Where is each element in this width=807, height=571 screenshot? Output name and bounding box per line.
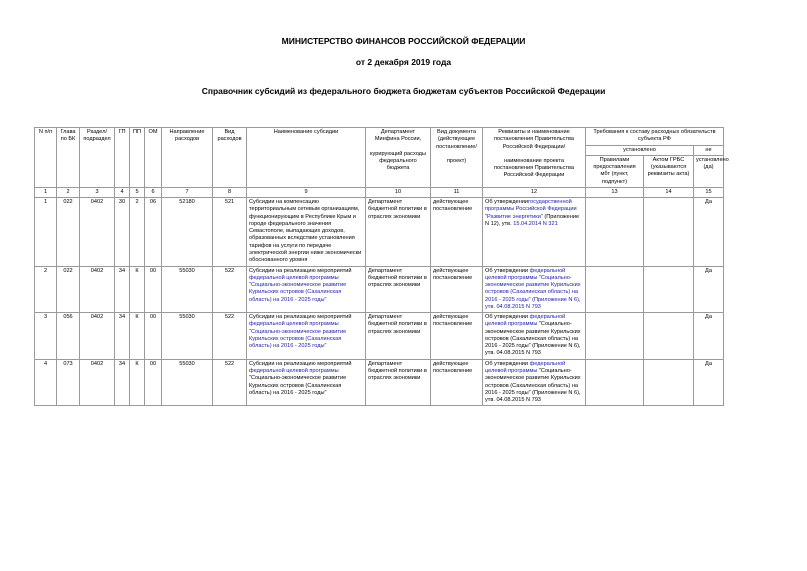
cell-akt — [644, 266, 694, 313]
cell-subsidy-name — [247, 313, 366, 360]
cell-glava: 056 — [57, 313, 80, 360]
ministry-title: МИНИСТЕРСТВО ФИНАНСОВ РОССИЙСКОЙ ФЕДЕРАЦИИ — [281, 36, 526, 46]
subsidies-table — [34, 127, 729, 406]
col-header-napr: Направление расходов — [162, 128, 213, 188]
col-header-pravila: Правилами предоставления мбт (пункт, подпункт) — [586, 155, 644, 187]
cell-department: Департамент бюджетной политики в отраслях экономики — [366, 359, 431, 406]
col-header-razdel: Раздел/ подраздел — [80, 128, 115, 188]
cell-napr: 52180 — [162, 198, 213, 266]
table-row — [35, 359, 724, 406]
col-header-om: ОМ — [145, 128, 162, 188]
subsidy-name-tail: "Социально-экономическое развитие Курильских островов (Сахалинская область) на 2016 - 2025 годы" — [249, 375, 347, 396]
cell-department: Департамент бюджетной политики в отраслях экономики — [366, 313, 431, 360]
cell-ne-ustanovleno: Да — [694, 198, 724, 266]
cell-glava: 073 — [57, 359, 80, 406]
requisites-link: государственной программы Российской Федерации "Развитие энергетики" — [485, 199, 577, 220]
table-row — [35, 266, 724, 313]
cell-vid: 521 — [213, 198, 247, 266]
cell-pp: К — [130, 359, 145, 406]
cell-gp: 34 — [115, 266, 130, 313]
requisites-link: федеральной целевой программы — [485, 360, 566, 374]
cell-vid: 522 — [213, 359, 247, 406]
column-number-row — [35, 187, 724, 197]
column-number: 10 — [366, 187, 431, 197]
subsidy-program-link: федеральной целевой программы — [249, 367, 339, 374]
column-number: 5 — [130, 187, 145, 197]
cell-akt — [644, 198, 694, 266]
cell-om: 00 — [145, 359, 162, 406]
cell-pravila — [586, 313, 644, 360]
cell-razdel: 0402 — [80, 198, 115, 266]
col-header-ne: не — [694, 145, 724, 155]
requisites-text-2: "Социально-экономическое развитие Курильских островов (Сахалинская область) на 2016 - 2025 годы" (Приложение N 6), утв. 04.08.2015 N 793 — [485, 367, 581, 404]
col-header-doc — [431, 128, 483, 188]
document-title: Справочник субсидий из федерального бюджета бюджетам субъектов Российской Федерации — [201, 86, 606, 96]
col-header-vid: Вид расходов — [213, 128, 247, 188]
cell-pravila — [586, 198, 644, 266]
cell-requisites — [483, 266, 586, 313]
cell-n: 4 — [35, 359, 57, 406]
cell-gp: 34 — [115, 359, 130, 406]
cell-doc-type: действующее постановление — [431, 313, 483, 360]
column-number: 14 — [644, 187, 694, 197]
cell-ne-ustanovleno: Да — [694, 266, 724, 313]
col-header-n: N п/п — [35, 128, 57, 188]
cell-pp: К — [130, 266, 145, 313]
col-header-req-2: наименование проекта постановления Правительства Российской Федерации — [493, 157, 575, 179]
column-number: 4 — [115, 187, 130, 197]
col-header-gp: ГП — [115, 128, 130, 188]
requisites-link: федеральной целевой программы — [485, 314, 566, 328]
requisites-text: Об утверждении — [485, 314, 530, 321]
subsidy-program-link: федеральной целевой программы "Социально-экономическое развитие Курильских островов (Сахалинская область) на 2016 - 2025 годы" — [249, 274, 347, 303]
cell-razdel: 0402 — [80, 266, 115, 313]
column-number: 6 — [145, 187, 162, 197]
cell-requisites — [483, 313, 586, 360]
cell-doc-type: действующее постановление — [431, 266, 483, 313]
cell-ne-ustanovleno: Да — [694, 359, 724, 406]
cell-n: 1 — [35, 198, 57, 266]
cell-subsidy-name — [247, 359, 366, 406]
cell-gp: 34 — [115, 313, 130, 360]
cell-napr: 55030 — [162, 266, 213, 313]
table-row — [35, 313, 724, 360]
requisites-link-2: 15.04.2014 N 321 — [513, 220, 558, 227]
cell-requisites — [483, 359, 586, 406]
table-row — [35, 198, 724, 266]
header-row — [35, 128, 724, 146]
cell-vid: 522 — [213, 313, 247, 360]
subsidy-name-text: Субсидии на реализацию мероприятий — [249, 360, 352, 367]
col-header-akt: Актом ГРБС (указываются реквизиты акта) — [644, 155, 694, 187]
cell-department: Департамент бюджетной политики в отраслях экономики — [366, 198, 431, 266]
column-number: 15 — [694, 187, 724, 197]
column-number: 9 — [247, 187, 366, 197]
col-header-req — [483, 128, 586, 188]
cell-razdel: 0402 — [80, 359, 115, 406]
col-header-name: Наименование субсидии — [247, 128, 366, 188]
cell-akt — [644, 359, 694, 406]
cell-pp: К — [130, 313, 145, 360]
column-number: 12 — [483, 187, 586, 197]
cell-glava: 022 — [57, 198, 80, 266]
column-number: 3 — [80, 187, 115, 197]
cell-om: 06 — [145, 198, 162, 266]
col-header-dept-2: курирующий расходы федерального бюджета — [370, 150, 426, 172]
cell-glava: 022 — [57, 266, 80, 313]
column-number: 11 — [431, 187, 483, 197]
subsidy-name-text: Субсидии на реализацию мероприятий — [249, 267, 352, 274]
cell-napr: 55030 — [162, 313, 213, 360]
requisites-text: Об утверждении — [485, 199, 529, 206]
col-header-trebovaniya: Требования к составу расходных обязательств субъекта РФ — [586, 128, 724, 146]
col-header-pp: ПП — [130, 128, 145, 188]
requisites-text-2: (Приложение N 12), утв. — [485, 213, 580, 227]
cell-gp: 30 — [115, 198, 130, 266]
cell-akt — [644, 313, 694, 360]
col-header-ustanovleno: установлено — [586, 145, 694, 155]
cell-n: 3 — [35, 313, 57, 360]
cell-ne-ustanovleno: Да — [694, 313, 724, 360]
col-header-req-1: Реквизиты и наименование постановления Правительства Российской Федерации/ — [493, 129, 575, 150]
cell-vid: 522 — [213, 266, 247, 313]
column-number: 7 — [162, 187, 213, 197]
col-header-dept — [366, 128, 431, 188]
requisites-link: федеральной целевой программы "Социально-экономическое развитие Курильских островов (Сахалинская область) на 2016 - 2025 годы" (Приложение N 6), утв. 04.08.2015 N 793 — [485, 267, 581, 310]
subsidy-name-text: Субсидии на компенсацию территориальным сетевым организациям, функционирующим в Республике Крым и городе федерального значения Севастополе, выпадающих доходов, образованных вследствие установления тарифов на услуги по передаче электрической энергии ниже экономически обоснованного уровня — [249, 199, 362, 264]
column-number: 2 — [57, 187, 80, 197]
column-number: 13 — [586, 187, 644, 197]
cell-subsidy-name — [247, 266, 366, 313]
col-header-glava: Глава по БК — [57, 128, 80, 188]
column-number: 1 — [35, 187, 57, 197]
cell-om: 00 — [145, 313, 162, 360]
cell-n: 2 — [35, 266, 57, 313]
cell-subsidy-name — [247, 198, 366, 266]
col-header-dept-1: Департамент Минфина России, — [374, 129, 422, 143]
cell-pravila — [586, 266, 644, 313]
requisites-text: Об утверждении — [485, 360, 530, 367]
cell-doc-type: действующее постановление — [431, 198, 483, 266]
column-number: 8 — [213, 187, 247, 197]
document-date: от 2 декабря 2019 года — [355, 57, 452, 67]
cell-razdel: 0402 — [80, 313, 115, 360]
requisites-text-2: "Социально-экономическое развитие Курильских островов (Сахалинская область) на 2016 - 2025 годы" (Приложение N 6), утв. 04.08.2015 N 793 — [485, 321, 581, 357]
subsidy-program-link: федеральной целевой программы "Социально-экономическое развитие Курильских островов (Сахалинская область) на 2016 - 2025 годы" — [249, 321, 347, 350]
cell-doc-type: действующее постановление — [431, 359, 483, 406]
cell-pp: 2 — [130, 198, 145, 266]
cell-department: Департамент бюджетной политики в отраслях экономики — [366, 266, 431, 313]
cell-requisites — [483, 198, 586, 266]
requisites-text: Об утверждении — [485, 267, 530, 274]
subsidy-name-text: Субсидии на реализацию мероприятий — [249, 314, 352, 321]
col-header-doc-2: проект) — [446, 157, 467, 164]
col-header-ne-ust: установлено (да) — [694, 155, 724, 187]
cell-napr: 55030 — [162, 359, 213, 406]
cell-pravila — [586, 359, 644, 406]
cell-om: 00 — [145, 266, 162, 313]
col-header-doc-1: Вид документа (действующее постановление/ — [436, 129, 477, 150]
